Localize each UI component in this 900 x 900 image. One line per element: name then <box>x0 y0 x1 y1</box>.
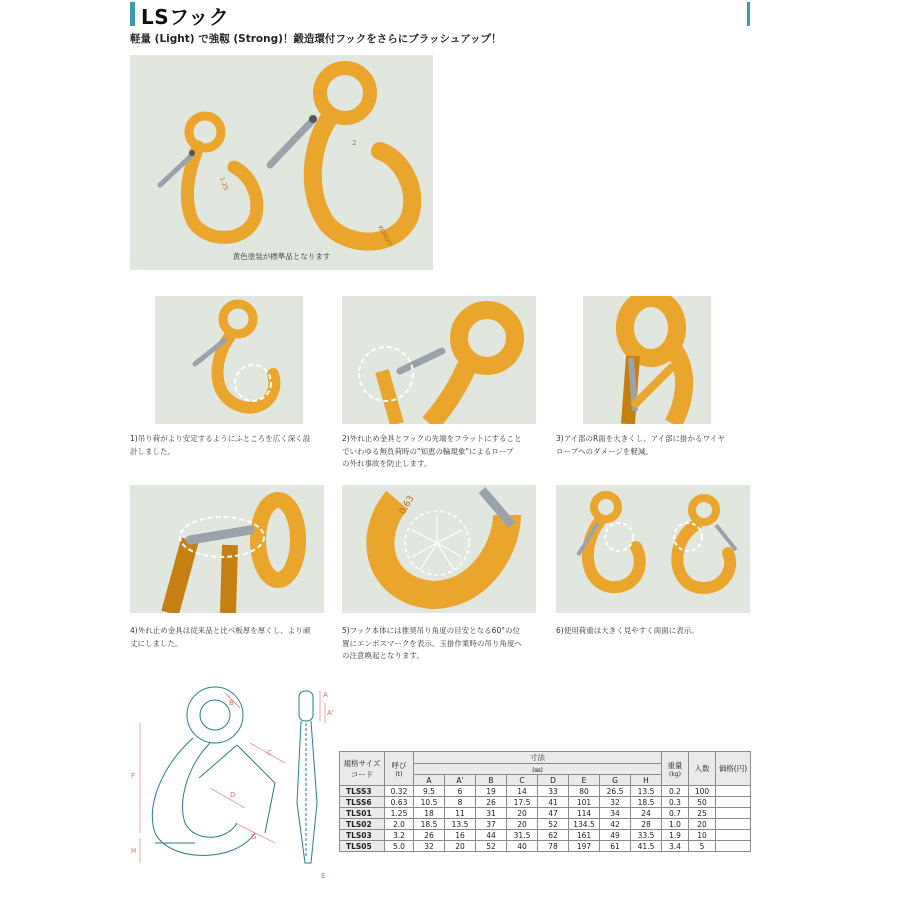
svg-text:C: C <box>267 749 272 757</box>
col-g: G <box>600 775 631 786</box>
svg-text:A': A' <box>327 709 334 717</box>
col-dims-unit: (㎜) <box>414 764 662 775</box>
col-a: A <box>414 775 445 786</box>
svg-text:2: 2 <box>352 139 357 147</box>
svg-text:H: H <box>131 847 137 855</box>
feature-caption-5: 5)フック本体には推奨吊り角度の目安となる60°の位 置にエンボスマークを表示。玉掛作業時の吊り角度へ の注意喚起となります。 <box>342 626 522 660</box>
small-hook-image <box>160 116 257 237</box>
col-b: B <box>476 775 507 786</box>
svg-text:1.25: 1.25 <box>218 176 230 192</box>
col-price-header: 価格(円) <box>716 752 751 786</box>
svg-text:A: A <box>323 691 328 699</box>
table-row: TLS03 3.2 26 16 44 31.5 62 161 49 33.5 1.9 10 <box>340 830 751 841</box>
feature-photo-2 <box>342 296 536 424</box>
table-row: TLS02 2.0 18.5 13.5 37 20 52 134.5 42 28 1.0 20 <box>340 819 751 830</box>
col-a-prime: A' <box>445 775 476 786</box>
svg-text:B: B <box>229 699 234 707</box>
col-h: H <box>631 775 662 786</box>
feature-photo-3 <box>583 296 711 424</box>
col-code-header: 規格サイズ コード <box>340 752 385 786</box>
col-weight-header: 重量 (kg) <box>662 752 689 786</box>
svg-text:D: D <box>230 791 236 799</box>
main-product-photo <box>130 55 433 270</box>
col-e: E <box>569 775 600 786</box>
page-title: LSフック <box>141 5 230 29</box>
feature-photo-5 <box>342 485 536 613</box>
table-row: TLSS6 0.63 10.5 8 26 17.5 41 101 32 18.5 0.3 50 <box>340 797 751 808</box>
feature-photo-1 <box>155 296 303 424</box>
svg-text:F: F <box>131 772 136 780</box>
hook-front-view <box>152 687 275 856</box>
svg-text:E: E <box>321 872 326 880</box>
col-d: D <box>538 775 569 786</box>
feature-photo-4 <box>130 485 324 613</box>
header-right-rule <box>747 2 750 26</box>
table-row: TLS01 1.25 18 11 31 20 47 114 34 24 0.7 25 <box>340 808 751 819</box>
page-subtitle: 軽量 (Light) で強靱 (Strong)！鍛造環付フックをさらにブラッシュアップ！ <box>130 33 502 45</box>
svg-text:0.63: 0.63 <box>397 494 417 517</box>
feature-caption-1: 1)吊り荷がより安定するようにふところを広く深く設 計しました。 <box>130 434 311 456</box>
large-hook-image <box>270 68 412 247</box>
technical-drawing <box>125 683 340 883</box>
table-row: TLS05 5.0 32 20 52 40 78 197 61 41.5 3.4 5 <box>340 841 751 852</box>
feature-caption-3: 3)アイ部のR面を大きくし、アイ部に掛かるワイヤ ロープへのダメージを軽減。 <box>556 434 725 456</box>
col-load-header: 呼び (t) <box>385 752 414 786</box>
col-c: C <box>507 775 538 786</box>
feature-photo-6 <box>556 485 750 613</box>
col-dims-header: 寸法 <box>414 752 662 764</box>
svg-text:KONDO: KONDO <box>376 224 394 248</box>
feature-caption-6: 6)使用荷重は大きく見やすく両面に表示。 <box>556 626 699 635</box>
spec-table <box>339 751 751 852</box>
table-row: TLSS3 0.32 9.5 6 19 14 33 80 26.5 13.5 0.2 100 <box>340 786 751 797</box>
hook-side-view <box>297 691 317 863</box>
feature-caption-2: 2)外れ止め金具とフックの先端をフラットにすること でいわゆる無負荷時の"知恵の輪現象"によるロープ の外れ事故を防止します。 <box>342 434 522 468</box>
main-photo-caption: 黄色塗装が標準品となります <box>232 252 331 261</box>
title-accent-bar <box>130 2 135 26</box>
page-header <box>130 2 750 28</box>
col-qty-header: 入数 <box>689 752 716 786</box>
svg-text:G: G <box>251 833 257 841</box>
feature-caption-4: 4)外れ止め金具は従来品と比べ板厚を厚くし、より頑 丈にしました。 <box>130 626 311 648</box>
